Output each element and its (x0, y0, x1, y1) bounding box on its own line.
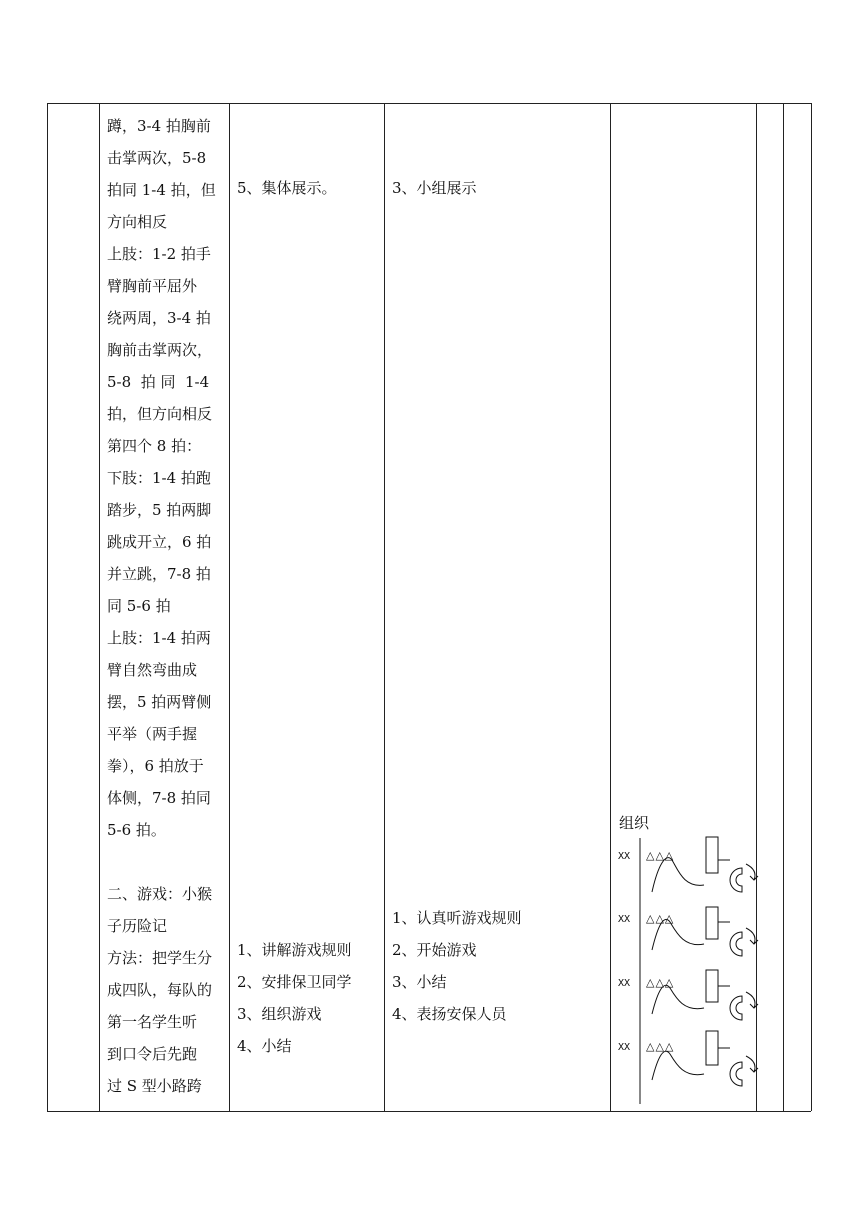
content-line: 臂自然弯曲成 (107, 661, 198, 679)
s-path-icon (652, 985, 704, 1014)
content-line: 击掌两次，5-8 (107, 149, 207, 167)
content-line: 5-8 拍 同 1-4 (107, 373, 210, 391)
content-line: 过 S 型小路跨 (107, 1077, 202, 1095)
obstacle-box-icon (706, 1031, 718, 1065)
arrow-curve-icon (746, 928, 758, 944)
content-line: 同 5-6 拍 (107, 597, 171, 615)
teacher-step: 4、小结 (237, 1037, 292, 1055)
col-border-2 (99, 103, 100, 1111)
content-line: 方向相反 (107, 213, 168, 231)
content-line: 成四队，每队的 (107, 981, 213, 999)
content-line: 到口令后先跑 (107, 1045, 198, 1063)
table-bottom-border (47, 1111, 811, 1112)
student-show-text: 3、小组展示 (392, 179, 477, 197)
student-step: 4、表扬安保人员 (392, 1005, 507, 1023)
content-line: 拍同 1-4 拍，但 (107, 181, 216, 199)
teacher-step: 3、组织游戏 (237, 1005, 322, 1023)
s-path-icon (652, 1051, 704, 1080)
arrow-curve-icon (746, 1056, 758, 1072)
content-line: 第一名学生听 (107, 1013, 198, 1031)
bridge-curve-icon (730, 996, 742, 1020)
team-triangles: △△△ (646, 1040, 675, 1053)
content-line: 拍，但方向相反 (107, 405, 213, 423)
student-step: 1、认真听游戏规则 (392, 909, 522, 927)
student-step: 3、小结 (392, 973, 447, 991)
content-line: 蹲，3-4 拍胸前 (107, 117, 211, 135)
team-triangles: △△△ (646, 976, 675, 989)
content-line: 平举（两手握 (107, 725, 198, 743)
bridge-curve-icon (730, 868, 742, 892)
col-border-3 (229, 103, 230, 1111)
content-line: 踏步，5 拍两脚 (107, 501, 212, 519)
content-line: 子历险记 (107, 917, 168, 935)
col-border-8 (811, 103, 812, 1111)
col-border-1 (47, 103, 48, 1111)
bridge-curve-icon (730, 1062, 742, 1086)
content-line: 跳成开立，6 拍 (107, 533, 212, 551)
col-border-7 (783, 103, 784, 1111)
team-xx-label: XX (618, 851, 631, 862)
team-triangles: △△△ (646, 849, 675, 862)
team-lane-1 (652, 837, 758, 892)
content-line: 二、游戏：小猴 (107, 885, 213, 903)
content-line: 拳），6 拍放于 (107, 757, 204, 775)
content-line: 上肢：1-2 拍手 (107, 245, 211, 263)
student-game-steps (392, 902, 522, 1030)
content-line (107, 846, 223, 878)
obstacle-box-icon (706, 837, 718, 873)
teacher-step: 1、讲解游戏规则 (237, 941, 352, 959)
bridge-curve-icon (730, 932, 742, 956)
s-path-icon (652, 919, 704, 950)
teacher-show-text: 5、集体展示。 (237, 179, 337, 197)
team-triangles: △△△ (646, 912, 675, 925)
teacher-game-steps (237, 934, 352, 1062)
content-line: 体侧，7-8 拍同 (107, 789, 211, 807)
team-xx-label: XX (618, 914, 631, 925)
game-organization-diagram (600, 830, 760, 1110)
content-line: 并立跳，7-8 拍 (107, 565, 211, 583)
content-line: 摆，5 拍两臂侧 (107, 693, 212, 711)
col-border-4 (384, 103, 385, 1111)
arrow-curve-icon (746, 992, 758, 1008)
content-line: 方法：把学生分 (107, 949, 213, 967)
content-line: 臂胸前平屈外 (107, 277, 198, 295)
team-lane-2 (652, 907, 758, 956)
team-xx-label: XX (618, 1042, 631, 1053)
content-line: 5-6 拍。 (107, 821, 166, 839)
content-line: 上肢：1-4 拍两 (107, 629, 211, 647)
content-line: 胸前击掌两次， (107, 341, 213, 359)
student-step: 2、开始游戏 (392, 941, 477, 959)
obstacle-box-icon (706, 970, 718, 1002)
organization-label: 组织 (619, 814, 650, 832)
team-xx-label: XX (618, 978, 631, 989)
obstacle-box-icon (706, 907, 718, 939)
content-line: 第四个 8 拍： (107, 437, 202, 455)
teacher-step: 2、安排保卫同学 (237, 973, 352, 991)
s-path-icon (652, 858, 704, 892)
team-lane-3 (652, 970, 758, 1020)
content-line: 绕两周，3-4 拍 (107, 309, 211, 327)
content-column (107, 110, 223, 1102)
team-lane-4 (652, 1031, 758, 1086)
arrow-curve-icon (746, 864, 758, 880)
content-line: 下肢：1-4 拍跑 (107, 469, 211, 487)
table-top-border (47, 103, 811, 104)
